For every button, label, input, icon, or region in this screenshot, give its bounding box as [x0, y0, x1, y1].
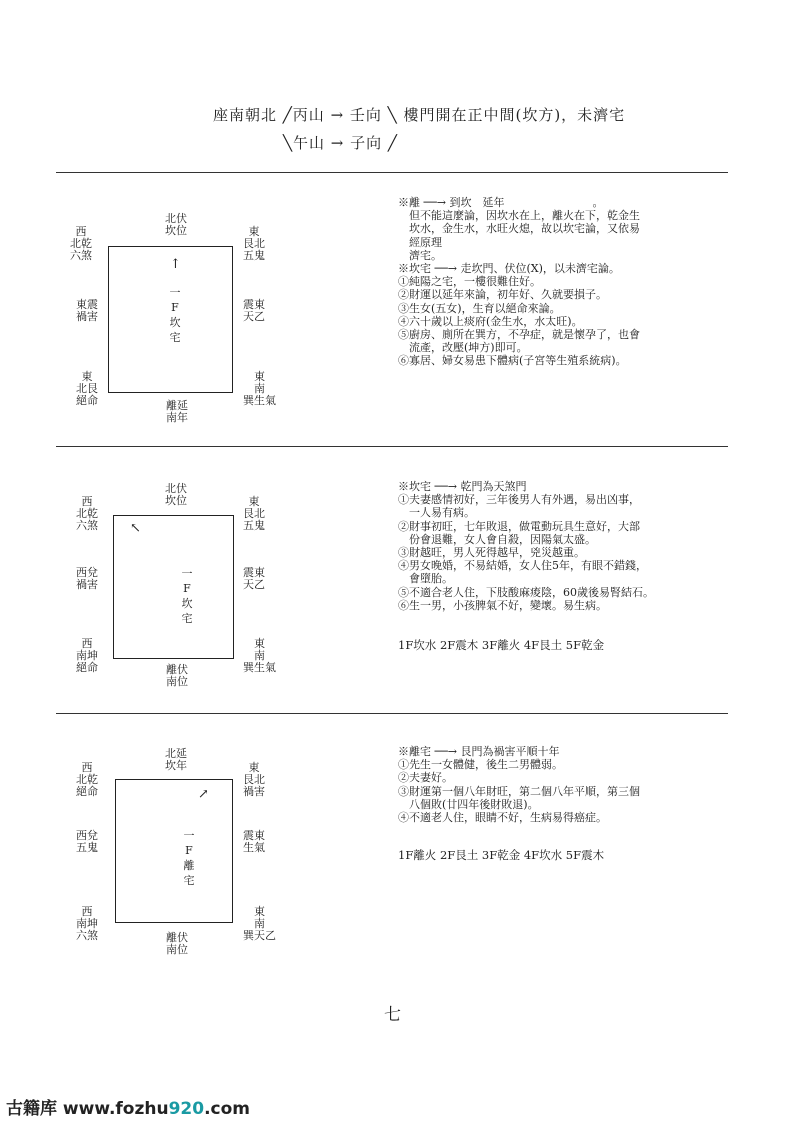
notes-1: ※離 ──→ 到坎 延年 。 但不能這麼論，因坎水在上，離火在下，乾金生 坎水，金生水，水旺火熄，故以坎宅論，又依易 經原理 濟宅。 ※坎宅 ──→ 走坎門、伏位(X)，以未濟宅論。 ①純陽之宅，一樓很難住好。 ②財運以延年來論，初年好、久就要損子。 ③生女(五女)，生育以絕命來論。 ④六十歲以上痰府(金生水，水太旺)。 ⑤廚房、廁所在巽方，不孕症，就是懷孕了，也會 流產，改壓(坤方)即可。 ⑥寡居、婦女易患下體病(子宮等生殖系統病)。	[398, 196, 640, 368]
center-label: 一 F 離 宅	[183, 829, 195, 887]
footer-watermark	[6, 1094, 250, 1119]
left-label-bottom: 東 北艮 絕命	[76, 370, 98, 407]
right-label-top: 東 艮北 五鬼	[243, 495, 265, 532]
notes-3: ※離宅 ──→ 艮門為禍害平順十年 ①先生一女體健，後生二男體弱。 ②夫妻好。 ③財運第一個八年財旺，第二個八年平順，第三個 八個敗(廿四年後財敗退)。 ④不適老人住，眼睛不好，生病易得癌症。	[398, 745, 640, 825]
notes-2: ※坎宅 ──→ 乾門為天煞門 ①夫妻感情初好，三年後男人有外遇，易出凶事， 一人易有病。 ②財事初旺，七年敗退，做電動玩具生意好，大部 份會退難，女人會自殺，因陽氣太盛。 ③財越旺，男人死得越早，兇災越重。 ④男女晚婚，不易結婚，女人住5年，有眼不錯錢， 會墮胎。 ⑤不適合老人住，下肢酸麻痠陰，60歲後易腎結石。 ⑥生一男，小孩脾氣不好，變壞。易生病。	[398, 480, 654, 612]
top-label: 北伏 坎位	[165, 482, 187, 507]
left-label-top: 西 北乾 六煞	[76, 495, 98, 532]
bottom-label: 離伏 南位	[166, 663, 188, 688]
bottom-label: 離延 南年	[166, 399, 188, 424]
door-arrow-icon: ↖	[130, 521, 141, 536]
right-label-mid: 震東 天乙	[243, 566, 265, 591]
left-label-mid: 西兌 禍害	[76, 566, 98, 591]
right-label-mid: 震東 生氣	[243, 829, 265, 854]
left-label-top: 西 北乾 絕命	[76, 761, 98, 798]
site-url: www.fozhu920.com	[62, 1099, 251, 1119]
bottom-label: 離伏 南位	[166, 931, 188, 956]
house-box	[115, 779, 233, 923]
door-arrow-icon: ↗	[198, 787, 209, 802]
house-box	[113, 515, 234, 659]
header-line-1: 座南朝北 ╱丙山 → 壬向 ╲ 樓門開在正中間(坎方)，未濟宅	[213, 106, 626, 124]
divider-2	[56, 446, 728, 447]
left-label-top: 西 北乾 六煞	[70, 225, 92, 262]
divider-1	[56, 172, 728, 173]
center-label: 一 F 坎 宅	[181, 567, 193, 625]
top-label: 北伏 坎位	[165, 212, 187, 237]
right-label-bottom: 東 南 巽天乙	[243, 905, 276, 942]
right-label-mid: 震東 天乙	[243, 298, 265, 323]
right-label-top: 東 艮北 五鬼	[243, 225, 265, 262]
floor-elements-2: 1F坎水 2F震木 3F離火 4F艮土 5F乾金	[398, 638, 605, 652]
divider-3	[56, 713, 728, 714]
right-label-bottom: 東 南 巽生氣	[243, 637, 276, 674]
page-number: 七	[384, 1005, 401, 1025]
left-label-bottom: 西 南坤 六煞	[76, 905, 98, 942]
header-line-2: ╲午山 → 子向 ╱	[283, 134, 398, 152]
right-label-top: 東 艮北 禍害	[243, 761, 265, 798]
right-label-bottom: 東 南 巽生氣	[243, 370, 276, 407]
left-label-mid: 西兌 五鬼	[76, 829, 98, 854]
center-label: 一 F 坎 宅	[169, 286, 181, 344]
door-arrow-icon: ↑	[170, 257, 181, 272]
site-name: 古籍库	[6, 1099, 57, 1119]
left-label-bottom: 西 南坤 絕命	[76, 637, 98, 674]
top-label: 北延 坎年	[165, 747, 187, 772]
left-label-mid: 東震 禍害	[76, 298, 98, 323]
floor-elements-3: 1F離火 2F艮土 3F乾金 4F坎水 5F震木	[398, 848, 605, 862]
